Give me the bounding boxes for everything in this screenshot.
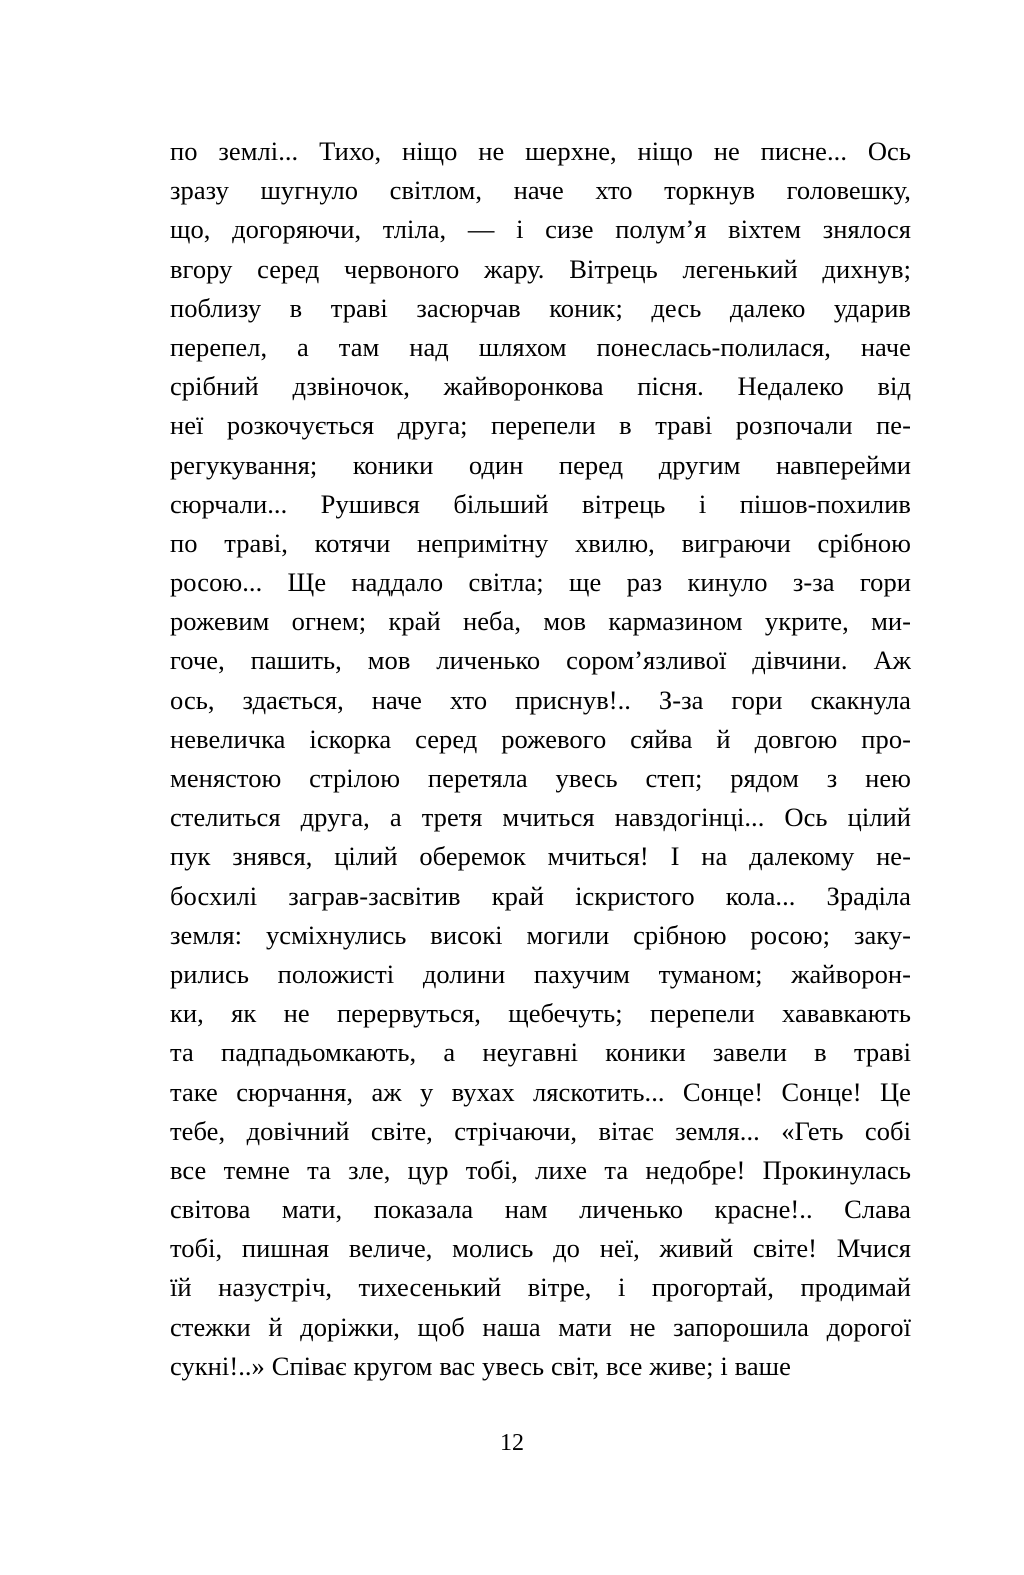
- text-line: вгору серед червоного жару. Вітрець легенький дихнув;: [170, 253, 911, 284]
- text-line: менястою стрілою перетяла увесь степ; рядом з нею: [170, 763, 911, 793]
- text-line: що, догоряючи, тліла, — і сизе полум’я віхтем знялося: [170, 214, 911, 245]
- text-line: сукні!..» Співає кругом вас увесь світ, все живе; і ваше: [170, 1350, 791, 1381]
- text-line: ки, як не перервуться, щебечуть; перепели хававкають: [170, 998, 911, 1029]
- text-line: росою... Ще наддало світла; ще раз кинуло з-за гори: [170, 567, 911, 598]
- text-line: їй назустріч, тихесенький вітре, і прогортай, продимай: [170, 1272, 911, 1303]
- text-line: ось, здається, наче хто приснув!.. З-за гори скакнула: [170, 684, 911, 715]
- text-line: гоче, пашить, мов личенько сором’язливої дівчини. Аж: [170, 645, 911, 676]
- text-line: рились положисті долини пахучим туманом; жайворон-: [170, 958, 911, 989]
- text-line: босхилі заграв-засвітив край іскристого кола... Зраділа: [170, 880, 911, 911]
- text-line: по землі... Тихо, ніщо не шерхне, ніщо не писне... Ось: [170, 136, 911, 166]
- text-line: рожевим огнем; край неба, мов кармазином укрите, ми-: [170, 606, 911, 637]
- text-line: тебе, довічний світе, стрічаючи, вітає земля... «Геть собі: [170, 1115, 911, 1146]
- text-line: неї розкочується друга; перепели в траві розпочали пе-: [170, 410, 911, 441]
- text-line: срібний дзвіночок, жайворонкова пісня. Недалеко від: [170, 371, 911, 402]
- text-line: сюрчали... Рушився більший вітрець і пішов-похилив: [170, 488, 911, 519]
- text-line: перепел, а там над шляхом понеслась-полилася, наче: [170, 331, 911, 362]
- body-text-block: [170, 132, 911, 1386]
- text-line: таке сюрчання, аж у вухах ляскотить... Сонце! Сонце! Це: [170, 1076, 911, 1107]
- text-line: поблизу в траві засюрчав коник; десь далеко ударив: [170, 292, 911, 323]
- text-line: невеличка іскорка серед рожевого сяйва й довгою про-: [170, 723, 911, 754]
- text-line: регукування; коники один перед другим навперейми: [170, 449, 911, 480]
- text-line: земля: усміхнулись високі могили срібною росою; заку-: [170, 919, 911, 950]
- text-line: стелиться друга, а третя мчиться навздогінці... Ось цілий: [170, 802, 911, 833]
- text-line: по траві, котячи непримітну хвилю, виграючи срібною: [170, 527, 911, 558]
- text-line: світова мати, показала нам личенько красне!.. Слава: [170, 1194, 911, 1225]
- text-line: та падпадьомкають, а неугавні коники завели в траві: [170, 1037, 911, 1068]
- text-line: пук знявся, цілий оберемок мчиться! І на далекому не-: [170, 841, 911, 872]
- text-line: стежки й доріжки, щоб наша мати не запорошила дорогої: [170, 1311, 911, 1342]
- page-number: 12: [500, 1430, 524, 1456]
- text-line: тобі, пишная величе, молись до неї, живий світе! Мчися: [170, 1233, 911, 1264]
- text-line: зразу шугнуло світлом, наче хто торкнув головешку,: [170, 175, 911, 206]
- text-line: все темне та зле, цур тобі, лихе та недобре! Прокинулась: [170, 1154, 911, 1185]
- body-paragraph: [170, 132, 911, 1386]
